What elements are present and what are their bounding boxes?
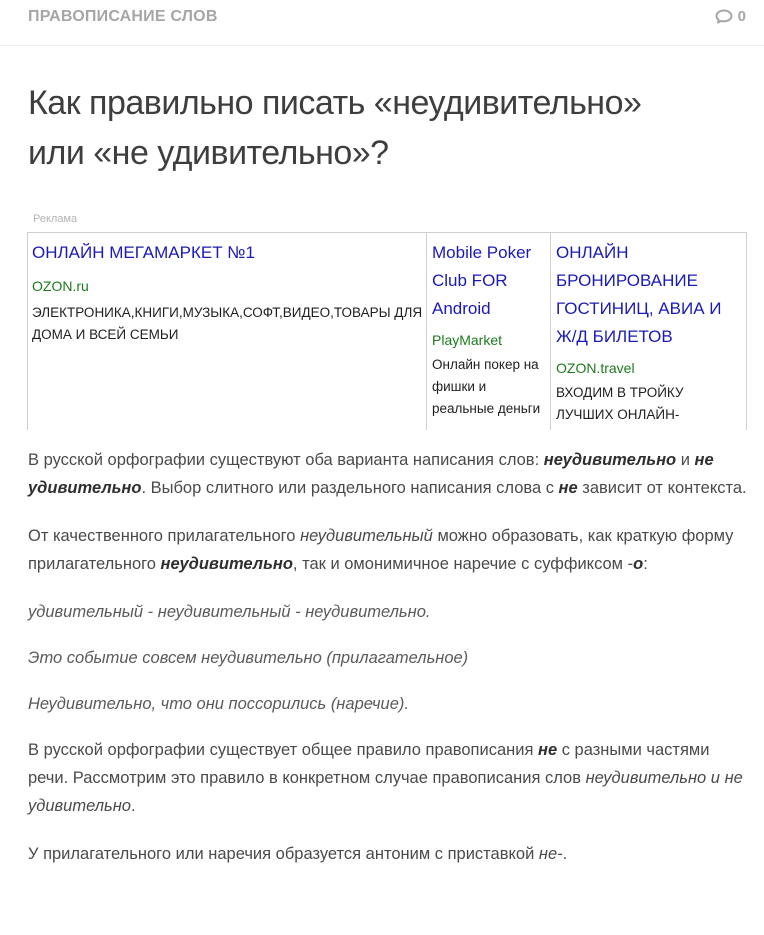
comment-count: 0 xyxy=(737,8,746,25)
text: зависит от контекста. xyxy=(577,479,747,497)
emphasis-word: о xyxy=(633,555,644,573)
paragraph-rule xyxy=(28,736,753,820)
paragraph-adjective xyxy=(28,522,753,578)
text: В русской орфографии существует общее правило правописания xyxy=(28,741,538,759)
comment-bubble-icon xyxy=(715,9,733,24)
ad-title[interactable]: ОНЛАЙН БРОНИРОВАНИЕ ГОСТИНИЦ, АВИА И Ж/Д БИЛЕТОВ xyxy=(556,243,722,346)
comments-counter[interactable] xyxy=(715,8,746,25)
ad-domain[interactable]: PlayMarket xyxy=(432,332,503,348)
italic-word: неудивительный xyxy=(300,527,433,545)
text: . Выбор слитного или раздельного написания слова с xyxy=(141,479,559,497)
ad-domain[interactable]: OZON.ru xyxy=(32,278,89,294)
text: и xyxy=(676,451,695,469)
example-line: Это событие совсем неудивительно (прилагательное) xyxy=(28,649,469,667)
text: У прилагательного или наречия образуется антоним с приставкой xyxy=(28,845,539,863)
emphasis-word: не xyxy=(558,479,578,497)
paragraph-intro xyxy=(28,446,753,502)
ad-text: ВХОДИМ В ТРОЙКУ ЛУЧШИХ ОНЛАЙН- xyxy=(556,385,684,422)
text: с разными частями речи. Рассмотрим это правило в конкретном случае правописания слов xyxy=(28,741,710,787)
ad-domain[interactable]: OZON.travel xyxy=(556,360,635,376)
italic-word: неудивительно и не удивительно xyxy=(28,769,743,815)
text: В русской орфографии существуют оба варианта написания слов: xyxy=(28,451,544,469)
emphasis-word: неудивительно xyxy=(160,555,293,573)
ad-block xyxy=(27,232,747,430)
emphasis-word: неудивительно xyxy=(543,451,677,469)
ad-label: Реклама xyxy=(33,213,78,225)
text: От качественного прилагательного xyxy=(28,527,301,545)
ad-item-ozon[interactable] xyxy=(28,233,428,430)
top-bar xyxy=(0,0,764,46)
text: , так и омонимичное наречие с суффиксом - xyxy=(292,555,634,573)
ad-title[interactable]: Mobile Poker Club FOR Android xyxy=(432,243,532,318)
text: : xyxy=(643,555,648,573)
emphasis-word: не удивительно xyxy=(28,451,714,497)
example-line: удивительный - неудивительный - неудивительно. xyxy=(28,603,431,621)
paragraph-antonym xyxy=(28,840,753,868)
example-line: Неудивительно, что они поссорились (наречие). xyxy=(28,695,409,713)
ad-text: ЭЛЕКТРОНИКА,КНИГИ,МУЗЫКА,СОФТ,ВИДЕО,ТОВАРЫ ДЛЯ ДОМА И ВСЕЙ СЕМЬИ xyxy=(32,305,423,342)
text: можно образовать, как краткую форму прилагательного xyxy=(28,527,734,573)
article-body xyxy=(28,446,753,888)
site-title-link[interactable]: ПРАВОПИСАНИЕ СЛОВ xyxy=(28,8,218,25)
ad-title[interactable]: ОНЛАЙН МЕГАМАРКЕТ №1 xyxy=(32,243,256,262)
emphasis-word: не xyxy=(537,741,558,759)
article-title xyxy=(28,78,738,178)
article-title-line2: или «не удивительно»? xyxy=(28,134,389,172)
text: . xyxy=(562,845,568,863)
article-title-line1: Как правильно писать «неудивительно» xyxy=(28,84,642,122)
italic-word: не- xyxy=(538,845,563,863)
ad-item-ozon-travel[interactable] xyxy=(550,233,746,430)
ad-item-poker[interactable] xyxy=(426,233,550,430)
text: . xyxy=(130,797,136,815)
ad-text: Онлайн покер на фишки и реальные деньги xyxy=(432,357,541,416)
